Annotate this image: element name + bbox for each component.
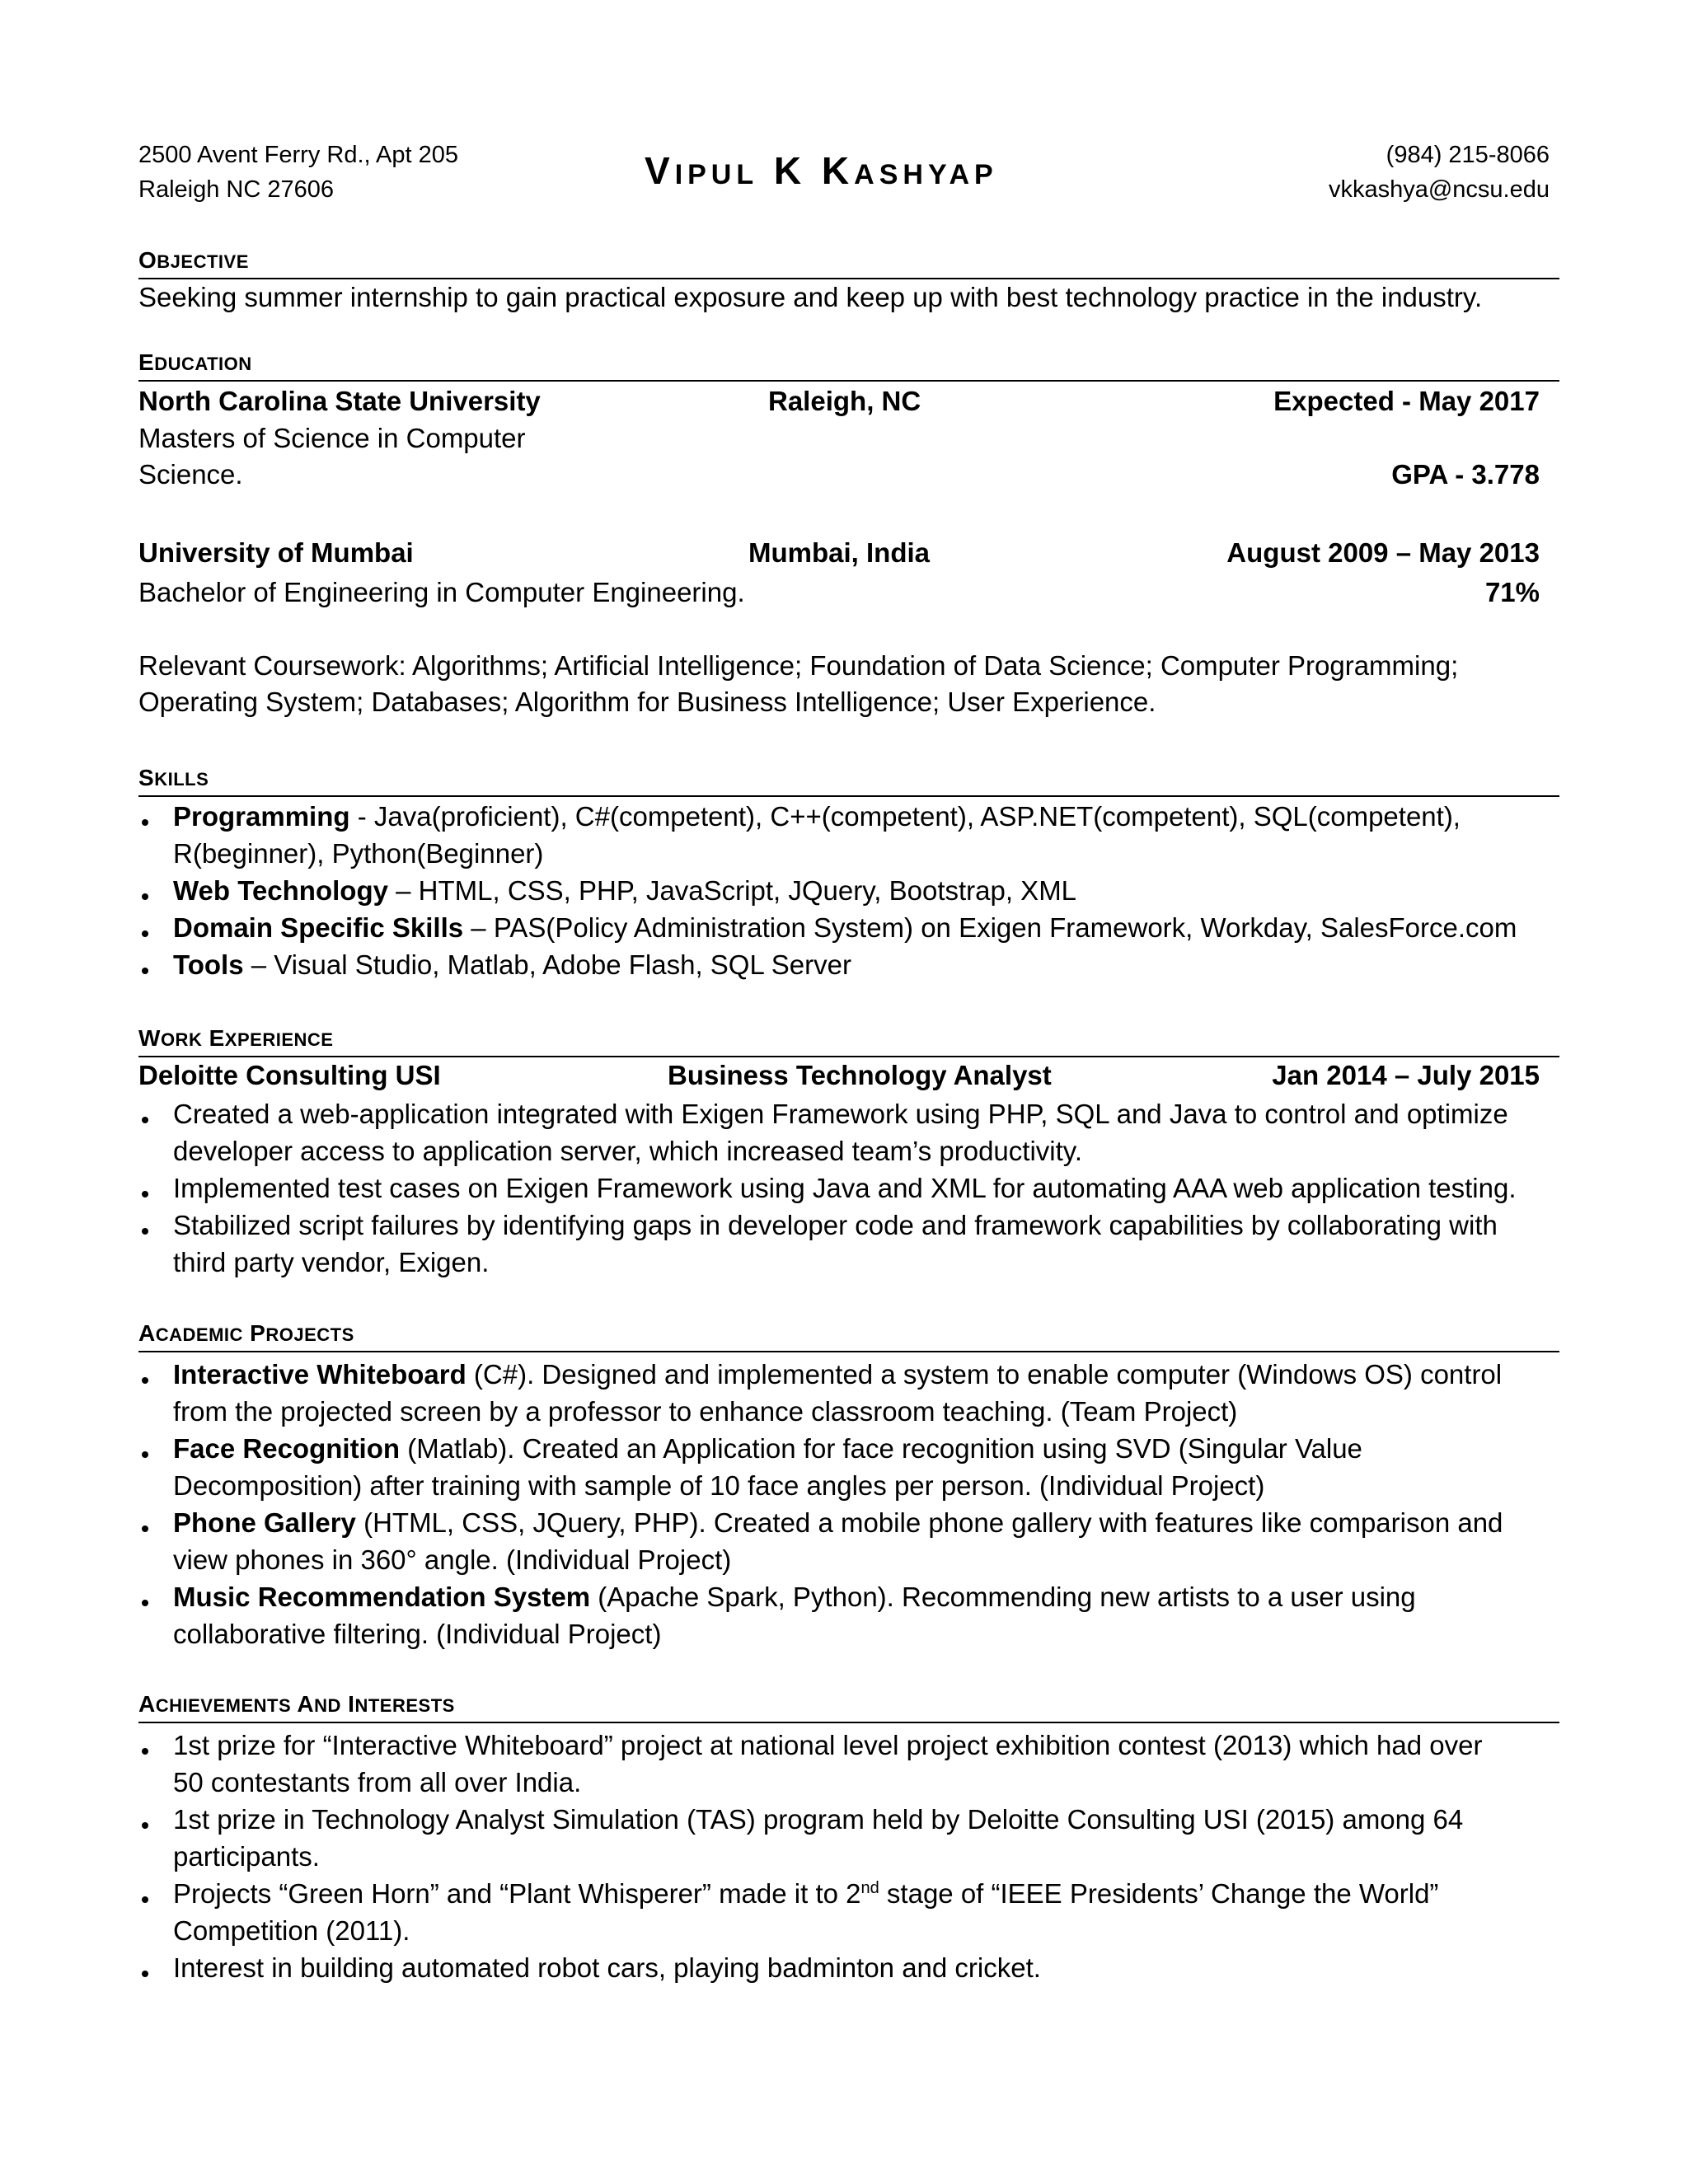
phone-number: (984) 215-8066 xyxy=(1386,142,1550,168)
work-bullet-1-line-1: Created a web-application integrated with Exigen Framework using PHP, SQL and Java to control and optimize xyxy=(173,1099,1508,1129)
achievement-3-line-1 xyxy=(173,1875,1438,1912)
work-role: Business Technology Analyst xyxy=(668,1060,1052,1090)
bullet-icon xyxy=(142,1191,148,1197)
bullet-icon xyxy=(142,1526,148,1532)
achievement-text: stage of “IEEE Presidents’ Change the World” xyxy=(879,1878,1439,1909)
section-title-skills xyxy=(138,765,209,791)
bullet-icon xyxy=(142,1896,148,1903)
skill-label: Programming xyxy=(173,801,350,832)
title-rest: ND xyxy=(314,1695,341,1716)
project-4-line-1 xyxy=(173,1578,1416,1615)
work-bullet-1-line-2: developer access to application server, which increased team’s productivity. xyxy=(173,1136,1083,1166)
title-rest: CHIEVEMENTS xyxy=(155,1695,292,1716)
section-divider xyxy=(138,1056,1559,1057)
school-ncsu: North Carolina State University xyxy=(138,386,541,416)
address-line-2: Raleigh NC 27606 xyxy=(138,176,334,203)
work-bullet-3-line-2: third party vendor, Exigen. xyxy=(173,1247,490,1277)
project-label: Face Recognition xyxy=(173,1433,401,1464)
section-divider xyxy=(138,1351,1559,1352)
skill-tools xyxy=(173,946,851,983)
bullet-icon xyxy=(142,968,148,974)
skill-web xyxy=(173,872,1076,909)
skill-text: - Java(proficient), C#(competent), C++(competent), ASP.NET(competent), SQL(competent), xyxy=(349,801,1461,832)
title-cap: A xyxy=(291,1691,315,1717)
school-mumbai-location: Mumbai, India xyxy=(748,537,931,568)
bullet-icon xyxy=(142,893,148,900)
skill-domain xyxy=(173,909,1517,946)
skill-text: – HTML, CSS, PHP, JavaScript, JQuery, Bootstrap, XML xyxy=(387,875,1077,906)
project-text: (C#). Designed and implemented a system to enable computer (Windows OS) control xyxy=(466,1359,1503,1390)
objective-text: Seeking summer internship to gain practical exposure and keep up with best technology practice in the industry. xyxy=(138,282,1483,312)
title-cap: A xyxy=(138,1320,156,1346)
project-label: Interactive Whiteboard xyxy=(173,1359,467,1390)
achievement-text: Projects “Green Horn” and “Plant Whisperer” made it to 2 xyxy=(173,1878,861,1909)
work-bullet-3-line-1: Stabilized script failures by identifying gaps in developer code and framework capabilities by collaborating with xyxy=(173,1210,1498,1240)
project-label: Phone Gallery xyxy=(173,1507,356,1538)
email-address[interactable]: vkkashya@ncsu.edu xyxy=(1328,176,1550,203)
bullet-icon xyxy=(142,1377,148,1384)
coursework-line-2: Operating System; Databases; Algorithm for Business Intelligence; User Experience. xyxy=(138,687,1156,717)
title-rest: BJECTIVE xyxy=(157,251,249,272)
project-1-line-2: from the projected screen by a professor to enhance classroom teaching. (Team Project) xyxy=(173,1396,1238,1427)
section-title-education xyxy=(138,349,252,376)
project-1-line-1 xyxy=(173,1356,1502,1393)
project-3-line-2: view phones in 360° angle. (Individual Project) xyxy=(173,1544,732,1575)
skill-label: Domain Specific Skills xyxy=(173,912,464,943)
skill-text: – Visual Studio, Matlab, Adobe Flash, SQL Server xyxy=(243,949,851,980)
section-divider xyxy=(138,380,1559,382)
section-title-achievements xyxy=(138,1691,455,1718)
bullet-icon xyxy=(142,1451,148,1458)
section-title-projects xyxy=(138,1320,354,1347)
title-rest: ORK xyxy=(160,1029,203,1050)
title-rest: CADEMIC xyxy=(155,1324,243,1345)
bullet-icon xyxy=(142,1228,148,1235)
title-cap: I xyxy=(340,1691,355,1717)
name-ipul: IPUL xyxy=(674,159,759,190)
score-mumbai: 71% xyxy=(1484,577,1540,607)
achievement-2-line-2: participants. xyxy=(173,1841,320,1872)
skill-label: Tools xyxy=(173,949,244,980)
achievement-1-line-2: 50 contestants from all over India. xyxy=(173,1767,582,1797)
section-divider xyxy=(138,278,1559,279)
bullet-icon xyxy=(142,1822,148,1829)
skill-label: Web Technology xyxy=(173,875,388,906)
name-initial-v: V xyxy=(645,149,675,192)
skill-programming-line-2: R(beginner), Python(Beginner) xyxy=(173,838,544,869)
bullet-icon xyxy=(142,930,148,937)
project-label: Music Recommendation System xyxy=(173,1582,591,1612)
title-rest: DUCATION xyxy=(154,354,252,374)
title-cap: O xyxy=(138,247,157,273)
address-block xyxy=(138,138,458,207)
school-ncsu-date: Expected - May 2017 xyxy=(1273,386,1540,416)
title-cap: W xyxy=(138,1025,161,1051)
name-initial-k: K xyxy=(821,149,855,192)
bullet-icon xyxy=(142,1748,148,1755)
name-ashyap: ASHYAP xyxy=(854,159,998,190)
name-k: K xyxy=(758,149,822,192)
skill-programming xyxy=(173,798,1461,835)
school-ncsu-location: Raleigh, NC xyxy=(768,386,921,416)
bullet-icon xyxy=(142,1600,148,1606)
project-2-line-1 xyxy=(173,1430,1362,1467)
title-rest: KILLS xyxy=(154,769,209,790)
section-title-objective xyxy=(138,247,249,274)
title-cap: A xyxy=(138,1691,156,1717)
bullet-icon xyxy=(142,1117,148,1123)
project-3-line-1 xyxy=(173,1504,1503,1541)
title-cap: P xyxy=(242,1320,266,1346)
title-cap: S xyxy=(138,765,155,790)
title-rest: XPERIENCE xyxy=(224,1029,334,1050)
degree-mumbai: Bachelor of Engineering in Computer Engineering. xyxy=(138,577,745,607)
ordinal-suffix: nd xyxy=(860,1879,879,1897)
achievement-1-line-1: 1st prize for “Interactive Whiteboard” project at national level project exhibition contest (2013) which had over xyxy=(173,1730,1483,1760)
project-text: (Apache Spark, Python). Recommending new artists to a user using xyxy=(590,1582,1416,1612)
section-title-work xyxy=(138,1025,333,1052)
candidate-name xyxy=(645,148,998,193)
project-text: (HTML, CSS, JQuery, PHP). Created a mobile phone gallery with features like comparison and xyxy=(355,1507,1503,1538)
bullet-icon xyxy=(142,1971,148,1977)
project-text: (Matlab). Created an Application for face recognition using SVD (Singular Value xyxy=(400,1433,1362,1464)
achievement-4: Interest in building automated robot cars, playing badminton and cricket. xyxy=(173,1952,1041,1983)
title-cap: E xyxy=(202,1025,225,1051)
degree-ncsu-line-2: Science. xyxy=(138,459,243,490)
title-rest: ROJECTS xyxy=(265,1324,354,1345)
school-mumbai: University of Mumbai xyxy=(138,537,414,568)
achievement-3-line-2: Competition (2011). xyxy=(173,1915,410,1946)
project-2-line-2: Decomposition) after training with sample of 10 face angles per person. (Individual Project) xyxy=(173,1470,1265,1501)
coursework-line-1: Relevant Coursework: Algorithms; Artificial Intelligence; Foundation of Data Science; Computer Programming; xyxy=(138,650,1459,681)
section-divider xyxy=(138,795,1559,797)
address-line-1: 2500 Avent Ferry Rd., Apt 205 xyxy=(138,142,458,168)
school-mumbai-date: August 2009 – May 2013 xyxy=(1226,537,1540,568)
bullet-icon xyxy=(142,819,148,826)
title-cap: E xyxy=(138,349,155,375)
project-4-line-2: collaborative filtering. (Individual Project) xyxy=(173,1619,662,1649)
skill-text: – PAS(Policy Administration System) on Exigen Framework, Workday, SalesForce.com xyxy=(463,912,1517,943)
contact-block xyxy=(1329,138,1550,207)
section-divider xyxy=(138,1722,1559,1723)
title-rest: NTERESTS xyxy=(354,1695,455,1716)
work-bullet-2: Implemented test cases on Exigen Framework using Java and XML for automating AAA web application testing. xyxy=(173,1173,1517,1203)
gpa-ncsu: GPA - 3.778 xyxy=(1391,459,1540,490)
degree-ncsu-line-1: Masters of Science in Computer xyxy=(138,423,526,453)
work-company: Deloitte Consulting USI xyxy=(138,1060,441,1090)
work-date: Jan 2014 – July 2015 xyxy=(1272,1060,1540,1090)
achievement-2-line-1: 1st prize in Technology Analyst Simulation (TAS) program held by Deloitte Consulting USI (2015) among 64 xyxy=(173,1804,1464,1835)
